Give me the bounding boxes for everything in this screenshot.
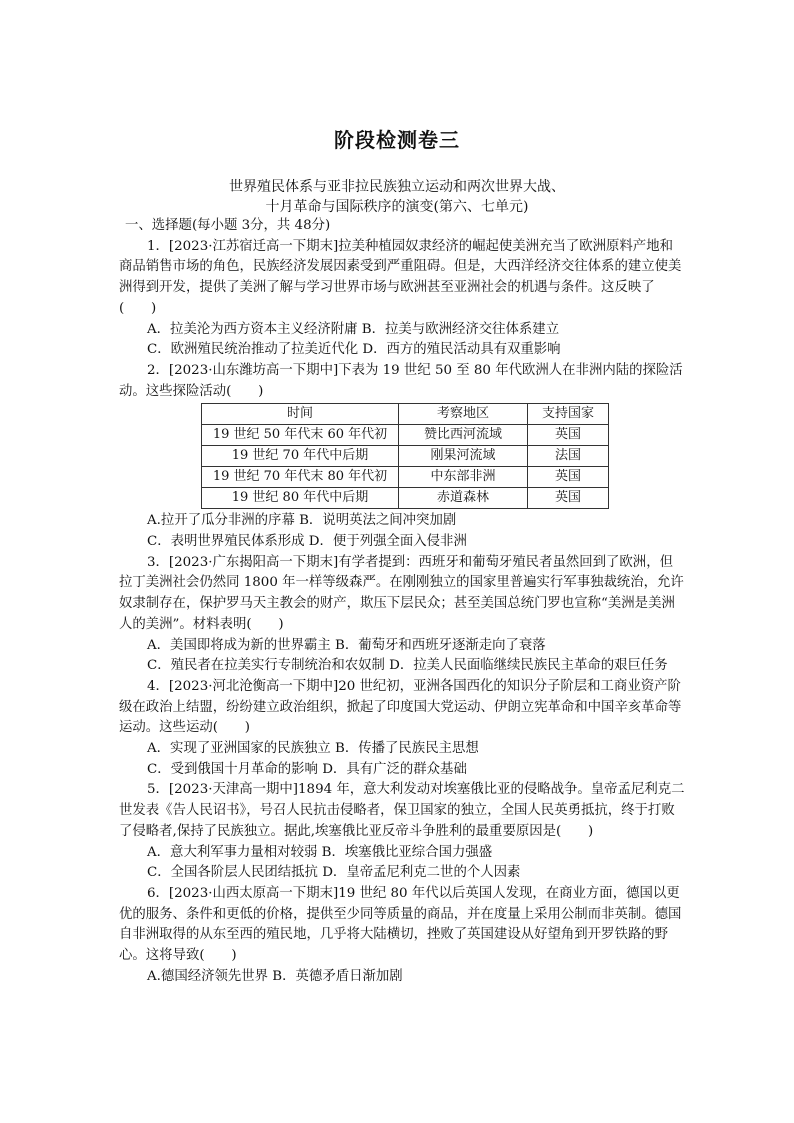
exploration-table bbox=[201, 403, 609, 509]
table-row bbox=[202, 488, 609, 509]
table-header-row bbox=[202, 404, 609, 425]
q1-stem: 1．[2023·江苏宿迁高一下期末]拉美种植园奴隶经济的崛起使美洲充当了欧洲原料产地和商品销售市场的角色，民族经济发展因素受到严重阻碍。但是，大西洋经济交往体系的建立使美洲得到开发，提供了美洲了解与学习世界市场与欧洲甚至亚洲社会的机遇与条件。这反映了( ) bbox=[119, 238, 682, 316]
table-header-cell: 时间 bbox=[202, 404, 399, 425]
q2-options-cd: C．表明世界殖民体系形成 D．便于列强全面入侵非洲 bbox=[147, 534, 467, 550]
table-cell: 英国 bbox=[528, 425, 609, 446]
q4-options-ab: A．实现了亚洲国家的民族独立 B．传播了民族民主思想 bbox=[147, 741, 479, 757]
q6-options-ab: A.德国经济领先世界 B．英德矛盾日渐加剧 bbox=[147, 968, 403, 984]
table-row bbox=[202, 467, 609, 488]
table-cell: 英国 bbox=[528, 467, 609, 488]
q5-stem: 5．[2023·天津高一期中]1894 年，意大利发动对埃塞俄比亚的侵略战争。皇帝孟尼利克二世发表《告人民诏书》，号召人民抗击侵略者，保卫国家的独立，全国人民英勇抵抗，终于打败了侵略者,保持了民族独立。据此,埃塞俄比亚反帝斗争胜利的最重要原因是( ) bbox=[119, 782, 685, 839]
q2-stem: 2．[2023·山东潍坊高一下期中]下表为 19 世纪 50 至 80 年代欧洲人在非洲内陆的探险活动。这些探险活动( ) bbox=[119, 362, 683, 399]
table-cell: 19 世纪 50 年代末 60 年代初 bbox=[202, 425, 399, 446]
table-cell: 赤道森林 bbox=[399, 488, 528, 509]
question-body bbox=[119, 216, 685, 988]
q2-options-ab: A.拉开了瓜分非洲的序幕 B．说明英法之间冲突加剧 bbox=[147, 513, 457, 529]
table-row bbox=[202, 446, 609, 467]
q4-options-cd: C．受到俄国十月革命的影响 D．具有广泛的群众基础 bbox=[147, 761, 467, 777]
q5-options-cd: C．全国各阶层人民团结抵抗 D．皇帝孟尼利克二世的个人因素 bbox=[147, 865, 521, 881]
q3-options-ab: A．美国即将成为新的世界霸主 B．葡萄牙和西班牙逐渐走向了衰落 bbox=[147, 637, 546, 653]
q1-options-ab: A．拉美沦为西方资本主义经济附庸 B．拉美与欧洲经济交往体系建立 bbox=[147, 321, 560, 337]
table-cell: 19 世纪 70 年代末 80 年代初 bbox=[202, 467, 399, 488]
table-cell: 19 世纪 80 年代中后期 bbox=[202, 488, 399, 509]
q1-options-cd: C．欧洲殖民统治推动了拉美近代化 D．西方的殖民活动具有双重影响 bbox=[147, 342, 561, 358]
q3-options-cd: C．殖民者在拉美实行专制统治和农奴制 D．拉美人民面临继续民族民主革命的艰巨任务 bbox=[147, 658, 668, 674]
table-cell: 中东部非洲 bbox=[399, 467, 528, 488]
q5-options-ab: A．意大利军事力量相对较弱 B．埃塞俄比亚综合国力强盛 bbox=[147, 844, 493, 860]
table-cell: 赞比西河流域 bbox=[399, 425, 528, 446]
q3-stem: 3．[2023·广东揭阳高一下期末]有学者提到：西班牙和葡萄牙殖民者虽然回到了欧洲，但拉丁美洲社会仍然同 1800 年一样等级森严。在刚刚独立的国家里普遍实行军事独裁统治，允许奴隶制存在，保护罗马天主教会的财产，欺压下层民众；甚至美国总统门罗也宣称“美洲是美洲人的美洲”。材料表明( ) bbox=[119, 554, 684, 632]
q4-stem: 4．[2023·河北沧衡高一下期中]20 世纪初，亚洲各国西化的知识分子阶层和工商业资产阶级在政治上结盟，纷纷建立政治组织，掀起了印度国大党运动、伊朗立宪革命和中国辛亥革命等运动。这些运动( ) bbox=[119, 678, 682, 736]
table-cell: 19 世纪 70 年代中后期 bbox=[202, 446, 399, 467]
table-header-cell: 支持国家 bbox=[528, 404, 609, 425]
subtitle-line-1: 世界殖民体系与亚非拉民族独立运动和两次世界大战、 bbox=[229, 179, 565, 195]
table-row bbox=[202, 425, 609, 446]
subtitle-line-2: 十月革命与国际秩序的演变(第六、七单元) bbox=[265, 199, 529, 215]
table-cell: 刚果河流域 bbox=[399, 446, 528, 467]
section-heading: 一、选择题(每小题 3分，共 48分) bbox=[125, 218, 331, 233]
table-cell: 法国 bbox=[528, 446, 609, 467]
q6-stem: 6．[2023·山西太原高一下期末]19 世纪 80 年代以后英国人发现，在商业方面，德国以更优的服务、条件和更低的价格，提供至少同等质量的商品，并在度量上采用公制而非英制。德国自非洲取得的从东至西的殖民地，几乎将大陆横切，挫败了英国建设从好望角到开罗铁路的野心。这将导致( ) bbox=[119, 885, 682, 964]
table-cell: 英国 bbox=[528, 488, 609, 509]
table-header-cell: 考察地区 bbox=[399, 404, 528, 425]
page-title: 阶段检测卷三 bbox=[334, 128, 460, 152]
